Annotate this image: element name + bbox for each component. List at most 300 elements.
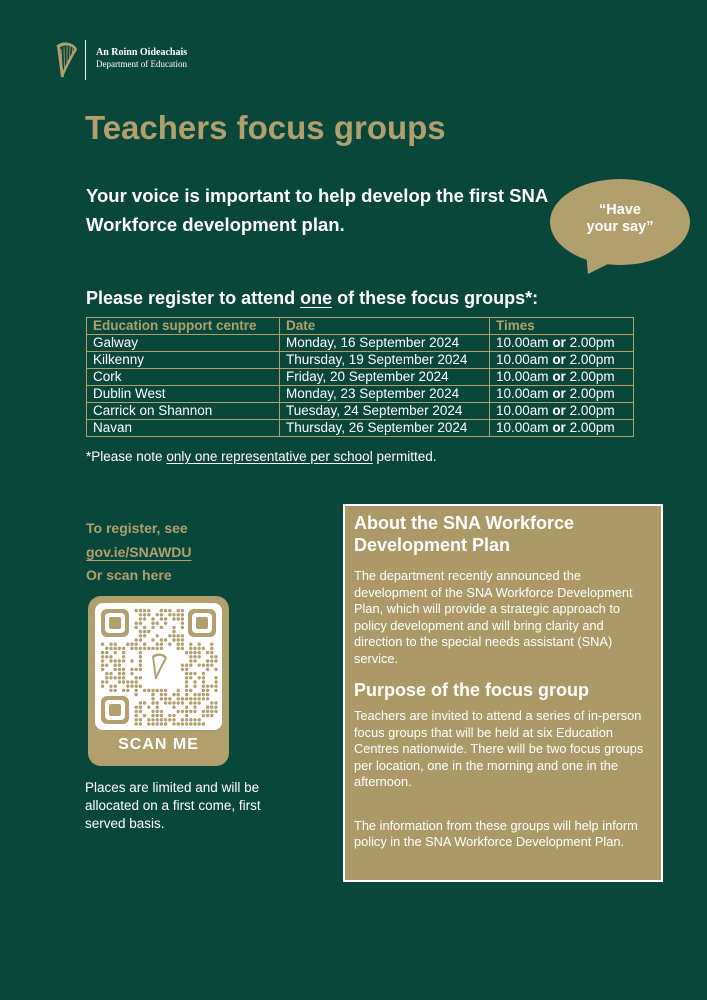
- qr-dot: [172, 701, 175, 704]
- qr-dot: [156, 710, 159, 713]
- qr-dot: [210, 685, 213, 688]
- qr-dot: [193, 701, 196, 704]
- cell-date: Thursday, 26 September 2024: [280, 420, 490, 437]
- qr-dot: [177, 710, 180, 713]
- qr-dot: [185, 685, 188, 688]
- qr-dot: [210, 714, 213, 717]
- qr-dot: [147, 630, 150, 633]
- qr-dot: [130, 685, 133, 688]
- harp-icon: [52, 40, 80, 80]
- qr-dot: [189, 651, 192, 654]
- qr-dot: [177, 647, 180, 650]
- qr-dot: [214, 655, 217, 658]
- register-link[interactable]: gov.ie/SNAWDU: [86, 544, 192, 560]
- qr-dot: [181, 701, 184, 704]
- qr-dot: [181, 626, 184, 629]
- qr-dot: [172, 630, 175, 633]
- qr-dot: [202, 680, 205, 683]
- register-prompt: To register, see: [86, 520, 188, 536]
- qr-dot: [135, 609, 138, 612]
- qr-dot: [135, 676, 138, 679]
- qr-dot: [109, 643, 112, 646]
- qr-dot: [156, 701, 159, 704]
- qr-dot: [135, 680, 138, 683]
- qr-dot: [177, 638, 180, 641]
- qr-dot: [143, 626, 146, 629]
- qr-dot: [210, 710, 213, 713]
- qr-dot: [135, 706, 138, 709]
- qr-dot: [168, 609, 171, 612]
- about-panel: [343, 504, 663, 882]
- qr-dot: [109, 659, 112, 662]
- qr-dot: [114, 689, 117, 692]
- qr-dot: [118, 668, 121, 671]
- qr-dot: [151, 626, 154, 629]
- qr-dot: [151, 714, 154, 717]
- qr-dot: [139, 668, 142, 671]
- qr-dot: [118, 672, 121, 675]
- qr-dot: [172, 718, 175, 721]
- qr-dot: [122, 655, 125, 658]
- qr-dot: [135, 722, 138, 725]
- qr-dot: [198, 643, 201, 646]
- qr-dot: [109, 655, 112, 658]
- qr-dot: [189, 647, 192, 650]
- purpose-heading: Purpose of the focus group: [354, 680, 590, 700]
- qr-dot: [210, 701, 213, 704]
- qr-dot: [206, 664, 209, 667]
- qr-dot: [202, 672, 205, 675]
- qr-dot: [185, 672, 188, 675]
- qr-dot: [198, 655, 201, 658]
- qr-dot: [206, 668, 209, 671]
- qr-dot: [198, 697, 201, 700]
- qr-dot: [109, 689, 112, 692]
- qr-dot: [214, 676, 217, 679]
- qr-dot: [164, 697, 167, 700]
- qr-dot: [160, 689, 163, 692]
- qr-dot: [101, 664, 104, 667]
- qr-dot: [135, 710, 138, 713]
- qr-dot: [189, 659, 192, 662]
- qr-dot: [210, 664, 213, 667]
- qr-dot: [164, 722, 167, 725]
- cell-date: Monday, 16 September 2024: [280, 335, 490, 352]
- org-name-english: Department of Education: [96, 59, 187, 69]
- qr-dot: [156, 714, 159, 717]
- qr-dot: [101, 643, 104, 646]
- qr-dot: [198, 651, 201, 654]
- qr-dot: [139, 638, 142, 641]
- qr-dot: [143, 643, 146, 646]
- qr-dot: [139, 647, 142, 650]
- qr-dot: [189, 701, 192, 704]
- qr-dot: [151, 722, 154, 725]
- qr-dot: [135, 626, 138, 629]
- qr-dot: [160, 710, 163, 713]
- qr-dot: [202, 685, 205, 688]
- qr-dot: [193, 659, 196, 662]
- qr-dot: [105, 672, 108, 675]
- qr-dot: [135, 668, 138, 671]
- qr-dot: [139, 651, 142, 654]
- qr-dot: [139, 710, 142, 713]
- qr-dot: [101, 685, 104, 688]
- qr-dot: [189, 697, 192, 700]
- qr-dot: [185, 668, 188, 671]
- qr-dot: [126, 643, 129, 646]
- qr-dot: [139, 655, 142, 658]
- qr-dot: [160, 638, 163, 641]
- qr-dot: [156, 722, 159, 725]
- qr-dot: [177, 643, 180, 646]
- qr-dot: [101, 655, 104, 658]
- qr-dot: [193, 680, 196, 683]
- qr-dot: [206, 659, 209, 662]
- qr-dot: [114, 647, 117, 650]
- qr-dot: [160, 643, 163, 646]
- qr-dot: [135, 622, 138, 625]
- cell-date: Monday, 23 September 2024: [280, 386, 490, 403]
- qr-dot: [151, 710, 154, 713]
- register-heading-pre: Please register to attend: [86, 288, 301, 308]
- qr-dot: [185, 714, 188, 717]
- qr-dot: [139, 609, 142, 612]
- qr-dot: [139, 659, 142, 662]
- qr-code[interactable]: [95, 603, 222, 730]
- qr-dot: [160, 722, 163, 725]
- qr-dot: [114, 659, 117, 662]
- representative-note: *Please note only one representative per school permitted.: [86, 449, 437, 464]
- qr-dot: [214, 701, 217, 704]
- qr-dot: [202, 676, 205, 679]
- cell-centre: Kilkenny: [87, 352, 280, 369]
- qr-dot: [172, 617, 175, 620]
- qr-dot: [139, 676, 142, 679]
- qr-dot: [109, 685, 112, 688]
- qr-dot: [135, 638, 138, 641]
- qr-dot: [202, 697, 205, 700]
- department-logo: [52, 40, 212, 84]
- qr-dot: [109, 647, 112, 650]
- qr-dot: [193, 718, 196, 721]
- qr-dot: [172, 722, 175, 725]
- qr-dot: [118, 647, 121, 650]
- qr-dot: [114, 651, 117, 654]
- qr-dot: [202, 647, 205, 650]
- qr-dot: [198, 647, 201, 650]
- qr-dot: [181, 613, 184, 616]
- qr-dot: [143, 630, 146, 633]
- qr-dot: [193, 672, 196, 675]
- qr-dot: [160, 626, 163, 629]
- qr-dot: [156, 634, 159, 637]
- about-heading: About the SNA Workforce Development Plan: [354, 513, 575, 555]
- table-row: [87, 386, 634, 403]
- qr-dot: [214, 706, 217, 709]
- cell-times: 10.00am or 2.00pm: [490, 386, 634, 403]
- qr-dot: [189, 643, 192, 646]
- qr-dot: [126, 689, 129, 692]
- qr-dot: [156, 689, 159, 692]
- qr-dot: [164, 622, 167, 625]
- qr-dot: [202, 714, 205, 717]
- qr-dot: [156, 622, 159, 625]
- qr-dot: [214, 680, 217, 683]
- qr-dot: [160, 609, 163, 612]
- qr-dot: [151, 718, 154, 721]
- qr-dot: [143, 613, 146, 616]
- subtitle: Your voice is important to help develop the first SNA Workforce development plan.: [86, 185, 548, 235]
- qr-dot: [118, 680, 121, 683]
- about-body: The department recently announced the development of the SNA Workforce Development Plan, which will provide a strategic approach to policy development and will bring clarity and direction to the special needs assistant (SNA) service.: [354, 568, 633, 666]
- qr-dot: [135, 685, 138, 688]
- qr-dot: [118, 664, 121, 667]
- qr-dot: [206, 697, 209, 700]
- cell-times: 10.00am or 2.00pm: [490, 335, 634, 352]
- qr-dot: [198, 676, 201, 679]
- qr-dot: [185, 697, 188, 700]
- qr-dot: [185, 676, 188, 679]
- qr-dot: [139, 613, 142, 616]
- qr-dot: [143, 647, 146, 650]
- qr-dot: [105, 647, 108, 650]
- info-body: The information from these groups will help inform policy in the SNA Workforce Development Plan.: [354, 817, 638, 849]
- qr-dot: [105, 655, 108, 658]
- qr-dot: [177, 613, 180, 616]
- qr-dot: [151, 701, 154, 704]
- qr-dot: [193, 722, 196, 725]
- qr-dot: [130, 668, 133, 671]
- qr-dot: [168, 697, 171, 700]
- qr-dot: [164, 693, 167, 696]
- qr-dot: [202, 664, 205, 667]
- qr-dot: [156, 706, 159, 709]
- qr-dot: [156, 613, 159, 616]
- column-header-date: Date: [280, 318, 490, 335]
- qr-dot: [185, 710, 188, 713]
- qr-dot: [177, 689, 180, 692]
- qr-dot: [101, 659, 104, 662]
- qr-dot: [164, 609, 167, 612]
- qr-dot: [147, 706, 150, 709]
- qr-dot: [193, 685, 196, 688]
- qr-dot: [185, 722, 188, 725]
- qr-dot: [160, 693, 163, 696]
- qr-dot: [151, 697, 154, 700]
- qr-dot: [177, 697, 180, 700]
- qr-dot: [114, 685, 117, 688]
- qr-dot: [181, 647, 184, 650]
- qr-dot: [177, 722, 180, 725]
- qr-dot: [164, 689, 167, 692]
- qr-dot: [139, 701, 142, 704]
- qr-dot: [189, 676, 192, 679]
- qr-dot: [181, 609, 184, 612]
- qr-dot: [139, 722, 142, 725]
- qr-dot: [114, 668, 117, 671]
- qr-dot: [189, 655, 192, 658]
- qr-dot: [130, 643, 133, 646]
- qr-dot: [139, 617, 142, 620]
- cell-centre: Navan: [87, 420, 280, 437]
- cell-times: 10.00am or 2.00pm: [490, 352, 634, 369]
- qr-dot: [164, 701, 167, 704]
- qr-dot: [189, 722, 192, 725]
- qr-dot: [177, 609, 180, 612]
- qr-dot: [147, 718, 150, 721]
- qr-dot: [122, 659, 125, 662]
- logo-divider: [85, 40, 86, 80]
- qr-dot: [130, 647, 133, 650]
- qr-finder-top-left: [101, 609, 129, 637]
- qr-dot: [185, 680, 188, 683]
- qr-dot: [214, 668, 217, 671]
- qr-dot: [172, 613, 175, 616]
- qr-dot: [210, 643, 213, 646]
- qr-dot: [135, 643, 138, 646]
- qr-dot: [210, 655, 213, 658]
- cell-centre: Dublin West: [87, 386, 280, 403]
- speech-bubble-text: [548, 202, 692, 236]
- cell-centre: Galway: [87, 335, 280, 352]
- cell-date: Thursday, 19 September 2024: [280, 352, 490, 369]
- qr-dot: [105, 676, 108, 679]
- qr-dot: [193, 710, 196, 713]
- qr-dot: [168, 701, 171, 704]
- qr-dot: [177, 617, 180, 620]
- qr-dot: [160, 613, 163, 616]
- qr-dot: [156, 718, 159, 721]
- bubble-line-1: “Have: [599, 202, 641, 218]
- cell-date: Friday, 20 September 2024: [280, 369, 490, 386]
- qr-dot: [177, 693, 180, 696]
- qr-dot: [143, 634, 146, 637]
- qr-dot: [139, 622, 142, 625]
- qr-dot: [185, 706, 188, 709]
- register-heading: [86, 288, 538, 309]
- qr-dot: [172, 714, 175, 717]
- qr-dot: [185, 718, 188, 721]
- cell-times: 10.00am or 2.00pm: [490, 403, 634, 420]
- qr-dot: [198, 664, 201, 667]
- qr-dot: [130, 659, 133, 662]
- qr-code-card[interactable]: [88, 596, 229, 766]
- qr-dot: [105, 664, 108, 667]
- qr-dot: [109, 676, 112, 679]
- qr-dot: [160, 697, 163, 700]
- qr-dot: [139, 718, 142, 721]
- column-header-centre: Education support centre: [87, 318, 280, 335]
- qr-dot: [122, 668, 125, 671]
- qr-dot: [151, 689, 154, 692]
- qr-dot: [130, 680, 133, 683]
- note-emphasis: only one representative per school: [166, 449, 373, 464]
- qr-dot: [135, 718, 138, 721]
- qr-dot: [160, 714, 163, 717]
- qr-dot: [181, 722, 184, 725]
- qr-dot: [202, 710, 205, 713]
- qr-dot: [181, 710, 184, 713]
- qr-dot: [135, 693, 138, 696]
- qr-dot: [185, 693, 188, 696]
- scan-prompt: Or scan here: [86, 567, 172, 583]
- qr-dot: [122, 680, 125, 683]
- qr-finder-bottom-left: [101, 696, 129, 724]
- qr-dot: [135, 647, 138, 650]
- qr-dot: [168, 714, 171, 717]
- qr-dot: [210, 647, 213, 650]
- table-row: [87, 420, 634, 437]
- qr-dot: [114, 664, 117, 667]
- qr-dot: [198, 693, 201, 696]
- qr-dot: [101, 651, 104, 654]
- qr-dot: [114, 676, 117, 679]
- qr-dot: [181, 638, 184, 641]
- qr-dot: [185, 664, 188, 667]
- qr-dot: [185, 651, 188, 654]
- qr-dot: [151, 693, 154, 696]
- qr-dot: [122, 672, 125, 675]
- qr-dot: [202, 722, 205, 725]
- qr-dot: [151, 647, 154, 650]
- qr-dot: [206, 693, 209, 696]
- qr-dot: [210, 651, 213, 654]
- qr-dot: [122, 651, 125, 654]
- qr-dot: [206, 689, 209, 692]
- qr-dot: [181, 697, 184, 700]
- qr-dot: [210, 706, 213, 709]
- qr-dot: [101, 668, 104, 671]
- cell-centre: Carrick on Shannon: [87, 403, 280, 420]
- qr-dot: [168, 634, 171, 637]
- qr-dot: [206, 706, 209, 709]
- column-header-times: Times: [490, 318, 634, 335]
- qr-dot: [114, 643, 117, 646]
- qr-dot: [118, 659, 121, 662]
- qr-dot: [193, 693, 196, 696]
- qr-dot: [202, 689, 205, 692]
- qr-dot: [135, 714, 138, 717]
- qr-dot: [139, 706, 142, 709]
- qr-dot: [160, 617, 163, 620]
- qr-dot: [177, 634, 180, 637]
- qr-dot: [135, 689, 138, 692]
- cell-centre: Cork: [87, 369, 280, 386]
- qr-dot: [139, 685, 142, 688]
- schedule-table: [86, 317, 634, 437]
- qr-dot: [168, 613, 171, 616]
- qr-dot: [189, 672, 192, 675]
- qr-dot: [147, 609, 150, 612]
- cell-times: 10.00am or 2.00pm: [490, 369, 634, 386]
- table-row: [87, 335, 634, 352]
- qr-dot: [164, 638, 167, 641]
- qr-dot: [172, 626, 175, 629]
- qr-dot: [126, 680, 129, 683]
- org-name-irish: An Roinn Oideachais: [96, 47, 188, 58]
- scan-me-label: SCAN ME: [118, 736, 199, 753]
- qr-dot: [151, 638, 154, 641]
- qr-dot: [139, 664, 142, 667]
- qr-dot: [130, 672, 133, 675]
- cell-date: Tuesday, 24 September 2024: [280, 403, 490, 420]
- qr-dot: [198, 722, 201, 725]
- qr-dot: [143, 701, 146, 704]
- qr-dot: [101, 680, 104, 683]
- register-heading-emph: one: [300, 288, 333, 308]
- qr-dot: [147, 689, 150, 692]
